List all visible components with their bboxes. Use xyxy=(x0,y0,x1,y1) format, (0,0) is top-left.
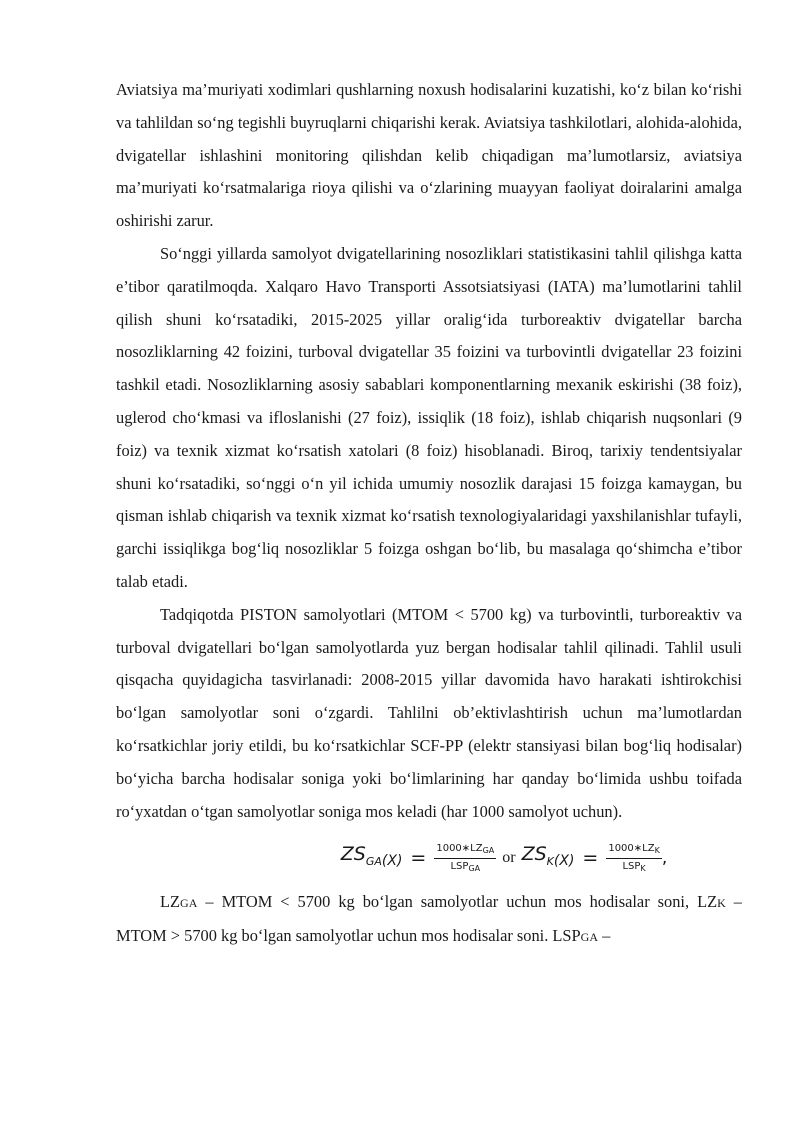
paragraph-1: Aviatsiya ma’muriyati xodimlari qushlarning noxush hodisalarini kuzatishi, ko‘z bilan ko‘rishi va tahlildan so‘ng tegishli buyruqlarni chiqarishi kerak. Aviatsiya tashkilotlari, alohida-alohida, dvigatellar ishlashini monitoring qilishdan kelib chiqadigan ma’lumotlarsiz, aviatsiya ma’muriyati ko‘rsatmalariga rioya qilishi va o‘zlarining muayyan faoliyat doiralarini amalga oshirishi zarur. xyxy=(116,80,742,231)
formula-equals-2: = xyxy=(582,846,599,869)
formula-fraction-k: $\frac{1000∗LZ_K}{LSP_K}$ xyxy=(608,842,660,873)
formula-fraction-ga: $\frac{1000∗LZ_{GA}}{LSP_{GA}}$ xyxy=(436,842,495,873)
formula-zs-ga: $ZS_{GA(X)}$ xyxy=(340,842,403,869)
formula xyxy=(116,832,742,884)
paragraph-3: Tadqiqotda PISTON samolyotlari (MTOM < 5700 kg) va turbovintli, turboreaktiv va turboval dvigatellari bo‘lgan samolyotlarda yuz bergan hodisalar tahlil qilinadi. Tahlil usuli qisqacha quyidagicha tasvirlanadi: 2008-2015 yillar davomida havo harakati ishtirokchisi bo‘lgan samolyotlar soni o‘zgardi. Tahlilni ob’ektivlashtirish uchun ma’lumotlardan ko‘rsatkichlar joriy etildi, bu ko‘rsatkichlar SCF-PP (elektr stansiyasi bilan bog‘liq hodisalar) bo‘yicha barcha hodisalar soniga yoki bo‘limlarining har qanday bo‘limida ushbu toifada ro‘yxatdan o‘tgan samolyotlar soniga mos keladi (har 1000 samolyot uchun). xyxy=(116,604,742,821)
formula-equals: = xyxy=(410,846,427,869)
paragraph-4-definitions: LZGA – MTOM < 5700 kg bo‘lgan samolyotlar uchun mos hodisalar soni, LZK – MTOM > 5700 kg bo‘lgan samolyotlar uchun mos hodisalar soni. LSPGA – xyxy=(116,892,742,946)
formula-zs-k: $ZS_{K(X)}$ xyxy=(521,842,575,869)
paragraph-2: So‘nggi yillarda samolyot dvigatellarining nosozliklari statistikasini tahlil qilishga katta e’tibor qaratilmoqda. Xalqaro Havo Transporti Assotsiatsiyasi (IATA) ma’lumotlarini tahlil qilish shuni ko‘rsatadiki, 2015-2025 yillar oralig‘ida turboreaktiv dvigatellar barcha nosozliklarning 42 foizini, turboval dvigatellar 35 foizini va turbovintli dvigatellar 23 foizini tashkil etadi. Nosozliklarning asosiy sabablari komponentlarning mexanik eskirishi (38 foiz), uglerod cho‘kmasi va ifloslanishi (27 foiz), issiqlik (18 foiz), ishlab chiqarish nuqsonlari (9 foiz) va texnik xizmat ko‘rsatish xatolari (8 foiz) hisoblanadi. Biroq, tarixiy tendentsiyalar shuni ko‘rsatadiki, so‘nggi o‘n yil ichida umumiy nosozlik darajasi 15 foizga kamaygan, bu qisman ishlab chiqarish va texnik xizmat ko‘rsatish texnologiyalaridagi yaxshilanishlar tufayli, garchi issiqlikga bog‘liq nosozliklar 5 foizga oshgan bo‘lib, bu masalaga qo‘shimcha e’tibor talab etadi. xyxy=(116,243,742,591)
body-text xyxy=(116,74,742,954)
formula-or: or xyxy=(502,848,516,866)
formula-comma: , xyxy=(661,847,668,868)
